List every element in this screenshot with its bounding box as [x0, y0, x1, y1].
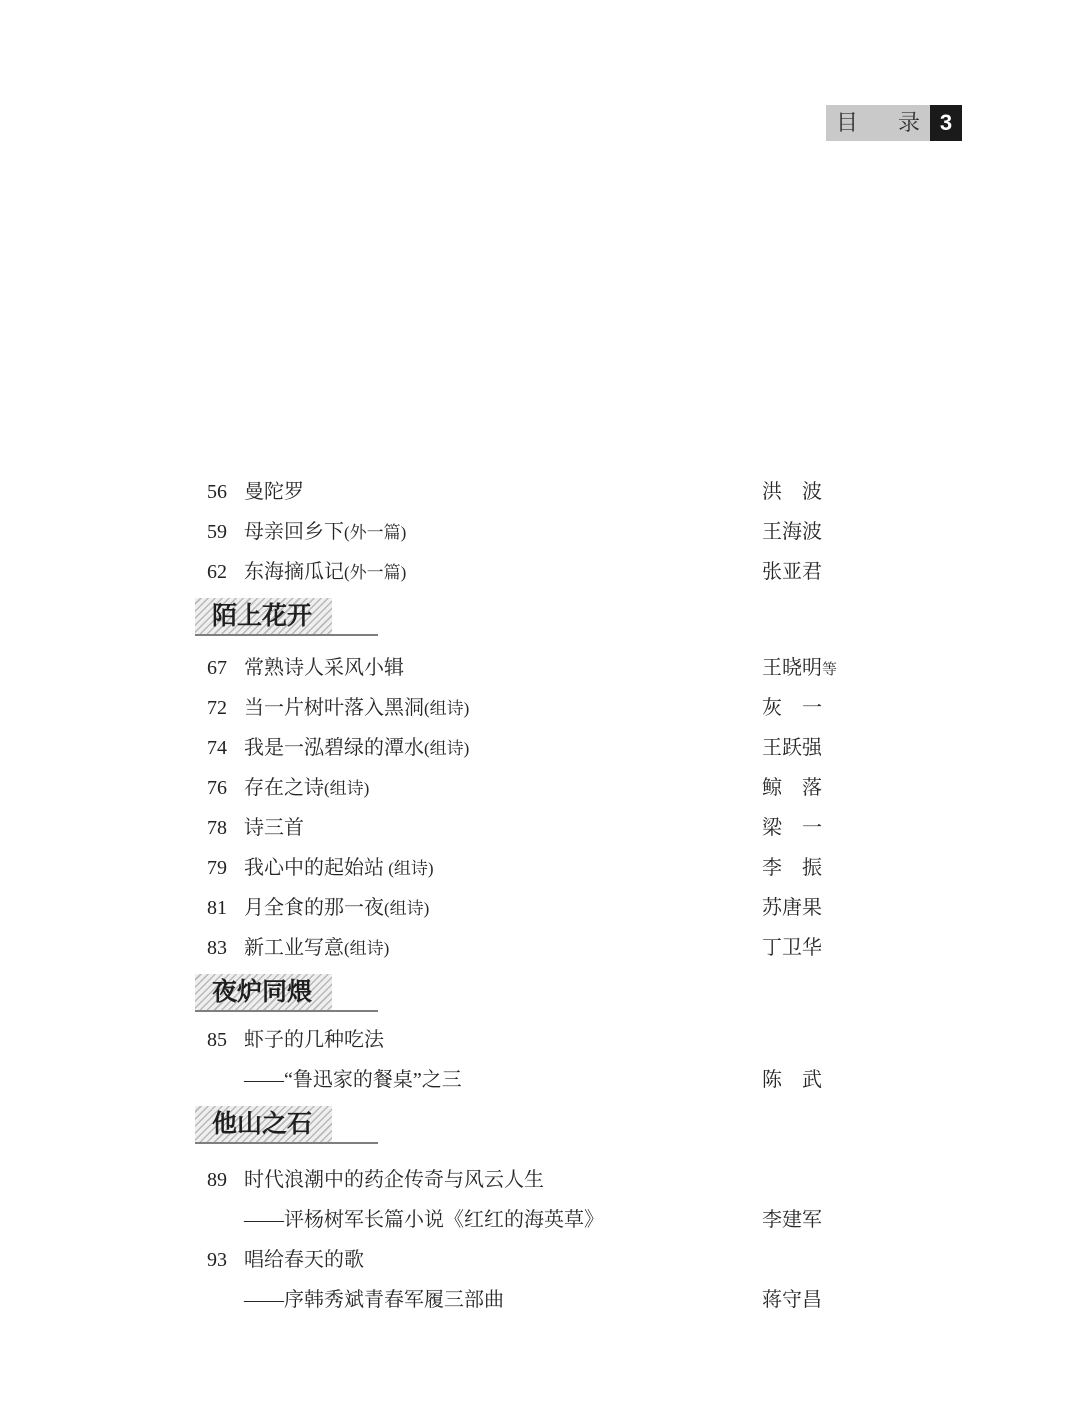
- entry-title: 我心中的起始站: [244, 857, 384, 879]
- entry-author: 梁 一: [762, 817, 822, 839]
- section-header-1: [195, 598, 378, 636]
- toc-entry: [207, 728, 907, 768]
- toc-entry: [207, 848, 907, 888]
- entry-author: 灰 一: [762, 697, 822, 719]
- entry-title: 虾子的几种吃法: [244, 1029, 384, 1051]
- entry-title: 母亲回乡下: [244, 521, 344, 543]
- entry-title: 新工业写意: [244, 937, 344, 959]
- toc-entry: [207, 512, 907, 552]
- section-title: 他山之石: [195, 1106, 332, 1142]
- entry-author: 苏唐果: [762, 897, 822, 919]
- entry-title-note: (组诗): [384, 899, 430, 918]
- entry-page-number: 59: [207, 521, 227, 543]
- entry-author-suffix: 等: [822, 662, 838, 678]
- toc-entry: [207, 808, 907, 848]
- entry-page-number: 79: [207, 857, 227, 879]
- entry-title: 我是一泓碧绿的潭水: [244, 737, 424, 759]
- entry-author: 洪 波: [762, 481, 822, 503]
- entry-author: 李 振: [762, 857, 822, 879]
- entry-page-number: 56: [207, 481, 227, 503]
- entry-subtitle: ——“鲁迅家的餐桌”之三: [244, 1069, 462, 1091]
- section-header-3: [195, 1106, 378, 1144]
- toc-entry: [207, 888, 907, 928]
- entry-title: 常熟诗人采风小辑: [244, 657, 404, 679]
- entry-title: 时代浪潮中的药企传奇与风云人生: [244, 1169, 544, 1191]
- entry-page-number: 81: [207, 897, 227, 919]
- entry-page-number: 93: [207, 1249, 227, 1271]
- entry-title-note: (组诗): [384, 859, 434, 878]
- entry-title-note: (外一篇): [344, 523, 407, 542]
- section-title: 陌上花开: [195, 598, 332, 634]
- toc-entry: [207, 688, 907, 728]
- entry-title: 存在之诗: [244, 777, 324, 799]
- entry-title: 诗三首: [244, 817, 304, 839]
- entry-page-number: 76: [207, 777, 227, 799]
- entry-author: [762, 648, 837, 690]
- toc-list: [207, 472, 907, 1320]
- entry-author: 陈 武: [762, 1069, 822, 1091]
- entry-title-note: (组诗): [324, 779, 370, 798]
- entry-page-number: 62: [207, 561, 227, 583]
- entry-author: 李建军: [762, 1209, 822, 1231]
- page-number-badge: 3: [930, 105, 962, 141]
- entry-page-number: 78: [207, 817, 227, 839]
- entry-author: 王海波: [762, 521, 822, 543]
- toc-entry: [207, 648, 907, 688]
- section-header-2: [195, 974, 378, 1012]
- entry-author: 张亚君: [762, 561, 822, 583]
- entry-author: 蒋守昌: [762, 1289, 822, 1311]
- entry-page-number: 85: [207, 1029, 227, 1051]
- entry-title-note: (组诗): [424, 739, 470, 758]
- entry-title-note: (组诗): [344, 939, 390, 958]
- entry-subtitle: ——序韩秀斌青春军履三部曲: [244, 1289, 504, 1311]
- entry-page-number: 74: [207, 737, 227, 759]
- toc-entry: [207, 552, 907, 592]
- entry-page-number: 83: [207, 937, 227, 959]
- section-title: 夜炉同煨: [195, 974, 332, 1010]
- entry-page-number: 72: [207, 697, 227, 719]
- toc-entry-subtitle-row: [207, 1280, 907, 1320]
- entry-author-name: 王晓明: [762, 657, 822, 679]
- toc-entry: [207, 472, 907, 512]
- toc-entry: [207, 928, 907, 968]
- entry-page-number: 89: [207, 1169, 227, 1191]
- toc-entry: [207, 768, 907, 808]
- entry-subtitle: ——评杨树军长篇小说《红红的海英草》: [244, 1209, 604, 1231]
- entry-title: 月全食的那一夜: [244, 897, 384, 919]
- entry-title: 当一片树叶落入黑洞: [244, 697, 424, 719]
- page-corner-tab: [826, 105, 962, 141]
- entry-author: 丁卫华: [762, 937, 822, 959]
- toc-title: 目 录: [826, 105, 930, 141]
- entry-author: 王跃强: [762, 737, 822, 759]
- toc-entry: [207, 1240, 907, 1280]
- entry-author: 鲸 落: [762, 777, 822, 799]
- toc-entry: [207, 1160, 907, 1200]
- entry-title: 曼陀罗: [244, 481, 304, 503]
- toc-entry-subtitle-row: [207, 1200, 907, 1240]
- entry-title-note: (组诗): [424, 699, 470, 718]
- entry-page-number: 67: [207, 657, 227, 679]
- toc-entry-subtitle-row: [207, 1060, 907, 1100]
- entry-title-note: (外一篇): [344, 563, 407, 582]
- entry-title: 东海摘瓜记: [244, 561, 344, 583]
- entry-title: 唱给春天的歌: [244, 1249, 364, 1271]
- toc-entry: [207, 1020, 907, 1060]
